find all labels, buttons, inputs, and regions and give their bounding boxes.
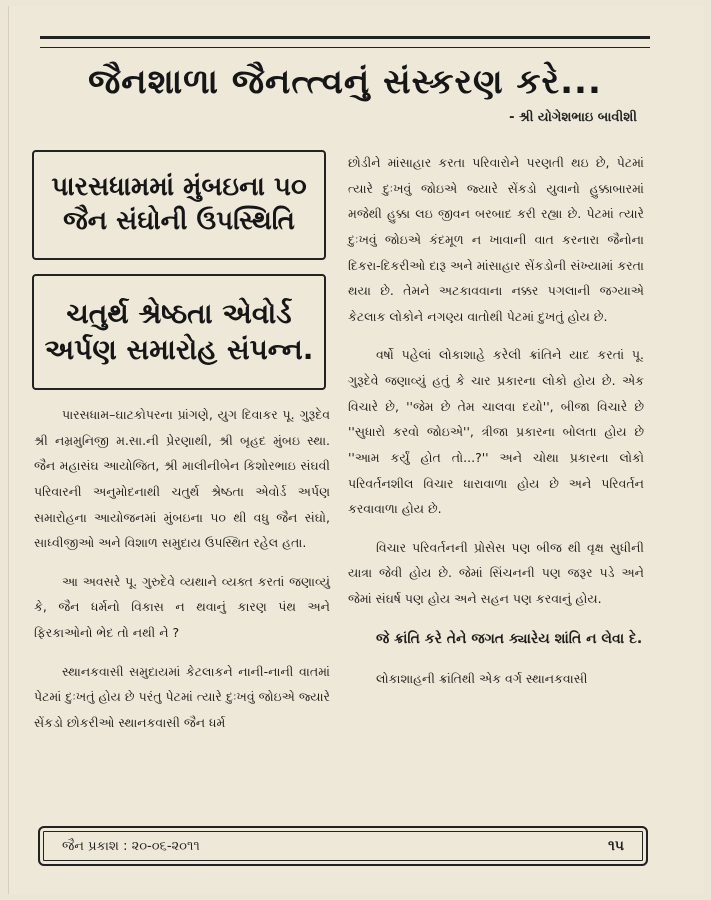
article-title: જૈનશાળા જૈનત્ત્વનું સંસ્કરણ કરે...	[88, 62, 602, 102]
author-byline: - શ્રી યોગેશભાઇ બાવીશી	[509, 110, 637, 125]
page-footer	[38, 826, 648, 866]
left-column	[34, 402, 330, 749]
highlighted-quote: જે ક્રાંતિ કરે તેને જગત ક્યારેય શાંતિ ન લેવા દે.	[376, 630, 643, 647]
paragraph: આ અવસરે પૂ. ગુરુદેવે વ્યથાને વ્યક્ત કરતાં જણાવ્યું કે, જૈન ધર્મનો વિકાસ ન થવાનું કારણ પંથ અને ફિરકાઓનો ભેદ તો નથી ને ?	[34, 573, 330, 640]
paragraph: છોડીને માંસાહાર કરતા પરિવારોને પરણતી થઇ છે, પેટમાં ત્યારે દુઃખવું જોઇએ જ્યારે સેંકડો યુવાનો હુક્કાબારમાં મજેથી હુક્કા લઇ જીવન બરબાદ કરી રહ્યા છે. પેટમાં ત્યારે દુઃખવું જોઇએ કંદમૂળ ન ખાવાની વાત કરનારા જૈનોના દિકરા-દિકરીઓ દારૂ અને માંસાહાર સેંકડોની સંખ્યામાં કરતા થયા છે. તેમને અટકાવવાના નક્કર પગલાની જગ્યાએ કેટલાક લોકોને નગણ્ય વાતોથી પેટમાં દુખતું હોય છે.	[348, 155, 644, 324]
paragraph: સ્થાનકવાસી સમુદાયમાં કેટલાકને નાની-નાની વાતમાં પેટમાં દુઃખતું હોય છે પરંતુ પેટમાં ત્યારે દુઃખવું જોઇએ જ્યારે સેંકડો છોકરીઓ સ્થાનકવાસી જૈન ધર્મ	[34, 663, 330, 730]
paragraph: લોકાશાહની ક્રાંતિથી એક વર્ગ સ્થાનકવાસી	[376, 671, 588, 687]
paragraph: વિચાર પરિવર્તનની પ્રોસેસ પણ બીજ થી વૃક્ષ સુધીની યાત્રા જેવી હોય છે. જેમાં સિંચનની પણ જરૂર પડે અને જેમાં સંઘર્ષ પણ હોય અને સહન પણ કરવાનું હોય.	[348, 539, 644, 606]
publication-date: જૈન પ્રકાશ : ૨૦-૦૬-૨૦૧૧	[62, 838, 200, 854]
headline-box-parasdham	[32, 150, 326, 260]
paragraph: વર્ષો પહેલાં લોકાશાહે કરેલી ક્રાંતિને યાદ કરતાં પૂ. ગુરૂદેવે જણાવ્યું હતું કે ચાર પ્રકારના લોકો હોય છે. એક વિચારે છે, ''જેમ છે તેમ ચાલવા દયો'', બીજા વિચારે છે ''સુધારો કરવો જોઇએ'', ત્રીજા પ્રકારના બોલતા હોય છે ''આમ કર્યું હોત તો...?'' અને ચોથા પ્રકારના લોકો પરિવર્તનશીલ વિચાર ધારાવાળા હોય છે અને પરિવર્તન કરવાવાળા હોય છે.	[348, 347, 644, 517]
headline-text-1: પારસધામમાં મુંબઇના ૫૦ જૈન સંઘોની ઉપસ્થિતિ	[51, 172, 307, 236]
right-column	[348, 150, 644, 705]
paragraph: પારસધામ–ઘાટકોપરના પ્રાંગણે, યુગ દિવાકર પૂ. ગુરૂદેવ શ્રી નમ્રમુનિજી મ.સા.ની પ્રેરણાથી, શ્રી બૃહદ મુંબઇ સ્થા. જૈન મહાસંઘ આયોજિત, શ્રી માલીનીબેન કિશોરભાઇ સંઘવી પરિવારની અનુમોદનાથી ચતુર્થ શ્રેષ્ઠતા એવોર્ડ અર્પણ સમારોહના આયોજનમાં મુંબઇના ૫૦ થી વધુ જૈન સંઘો, સાધ્વીજીઓ અને વિશાળ સમુદાય ઉપસ્થિત રહેલ હતા.	[34, 407, 330, 551]
page-number: ૧૫	[607, 838, 624, 854]
headline-box-award	[32, 274, 326, 390]
headline-text-2: ચતુર્થ શ્રેષ્ઠતા એવોર્ડ અર્પણ સમારોહ સંપન્ન.	[44, 296, 314, 366]
top-double-rule	[40, 36, 650, 48]
